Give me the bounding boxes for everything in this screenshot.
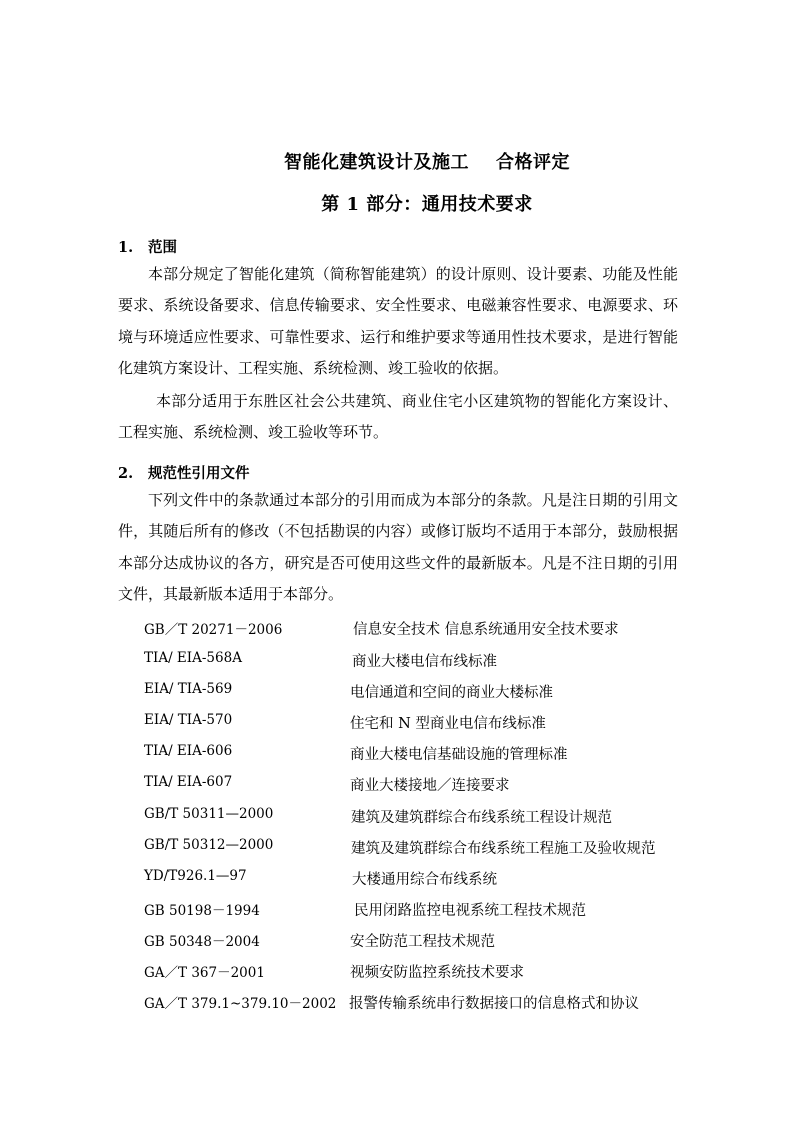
- reference-item: [144, 681, 684, 705]
- reference-item: [144, 618, 684, 642]
- reference-item: [144, 961, 684, 985]
- reference-title: 视频安防监控系统技术要求: [350, 965, 524, 981]
- reference-code: GB 50198－1994: [144, 903, 260, 919]
- section-heading: [118, 236, 177, 257]
- paragraph: 本部分规定了智能化建筑（简称智能建筑）的设计原则、设计要素、功能及性能要求、系统设备要求、信息传输要求、安全性要求、电磁兼容性要求、电源要求、环境与环境适应性要求、可靠性要求、运行和维护要求等通用性技术要求，是进行智能化建筑方案设计、工程实施、系统检测、竣工验收的依据。: [118, 265, 678, 377]
- reference-code: GB 50348－2004: [144, 934, 260, 950]
- reference-code: GB／T 20271－2006: [144, 622, 283, 638]
- document-title: 智能化建筑设计及施工 合格评定: [283, 152, 571, 173]
- reference-title: 建筑及建筑群综合布线系统工程施工及验收规范: [351, 841, 656, 857]
- paragraph: 下列文件中的条款通过本部分的引用而成为本部分的条款。凡是注日期的引用文件，其随后所有的修改（不包括勘误的内容）或修订版均不适用于本部分，鼓励根据本部分达成协议的各方，研究是否可使用这些文件的最新版本。凡是不注日期的引用文件，其最新版本适用于本部分。: [118, 491, 678, 603]
- reference-item: [144, 930, 684, 954]
- reference-code: EIA/ TIA-569: [144, 681, 233, 697]
- reference-code: TIA/ EIA-607: [144, 774, 233, 790]
- reference-code: GB/T 50312—2000: [144, 837, 274, 853]
- section-heading: [118, 462, 250, 483]
- reference-item: [144, 774, 684, 798]
- section-number: 1.: [118, 239, 134, 256]
- reference-item: [144, 899, 684, 923]
- reference-item: [144, 743, 684, 767]
- reference-code: GA／T 367－2001: [144, 965, 265, 981]
- reference-title: 信息安全技术 信息系统通用安全技术要求: [353, 622, 619, 638]
- paragraph: 本部分适用于东胜区社会公共建筑、商业住宅小区建筑物的智能化方案设计、工程实施、系统检测、竣工验收等环节。: [118, 392, 678, 442]
- document-subtitle: 第 1 部分：通用技术要求: [321, 194, 533, 215]
- reference-title: 商业大楼接地／连接要求: [350, 778, 510, 794]
- reference-item: [144, 868, 684, 892]
- section-title: 规范性引用文件: [148, 465, 250, 482]
- section-title: 范围: [148, 239, 177, 256]
- reference-item: [144, 992, 684, 1016]
- reference-title: 安全防范工程技术规范: [350, 934, 495, 950]
- reference-title: 住宅和 N 型商业电信布线标准: [350, 716, 546, 732]
- reference-title: 报警传输系统串行数据接口的信息格式和协议: [349, 996, 639, 1012]
- reference-title: 商业大楼电信基础设施的管理标准: [350, 747, 568, 763]
- reference-code: YD/T926.1—97: [144, 868, 247, 884]
- reference-code: EIA/ TIA-570: [144, 712, 233, 728]
- section-number: 2.: [118, 465, 134, 482]
- reference-item: [144, 650, 684, 674]
- reference-title: 民用闭路监控电视系统工程技术规范: [354, 903, 586, 919]
- reference-title: 建筑及建筑群综合布线系统工程设计规范: [351, 810, 612, 826]
- reference-code: GA／T 379.1~379.10－2002: [144, 996, 337, 1012]
- reference-title: 商业大楼电信布线标准: [352, 654, 497, 670]
- reference-item: [144, 806, 684, 830]
- reference-code: GB/T 50311—2000: [144, 806, 274, 822]
- reference-item: [144, 837, 684, 861]
- reference-code: TIA/ EIA-606: [144, 743, 233, 759]
- reference-title: 大楼通用综合布线系统: [352, 872, 497, 888]
- reference-code: TIA/ EIA-568A: [144, 650, 242, 666]
- reference-item: [144, 712, 684, 736]
- reference-title: 电信通道和空间的商业大楼标准: [350, 685, 553, 701]
